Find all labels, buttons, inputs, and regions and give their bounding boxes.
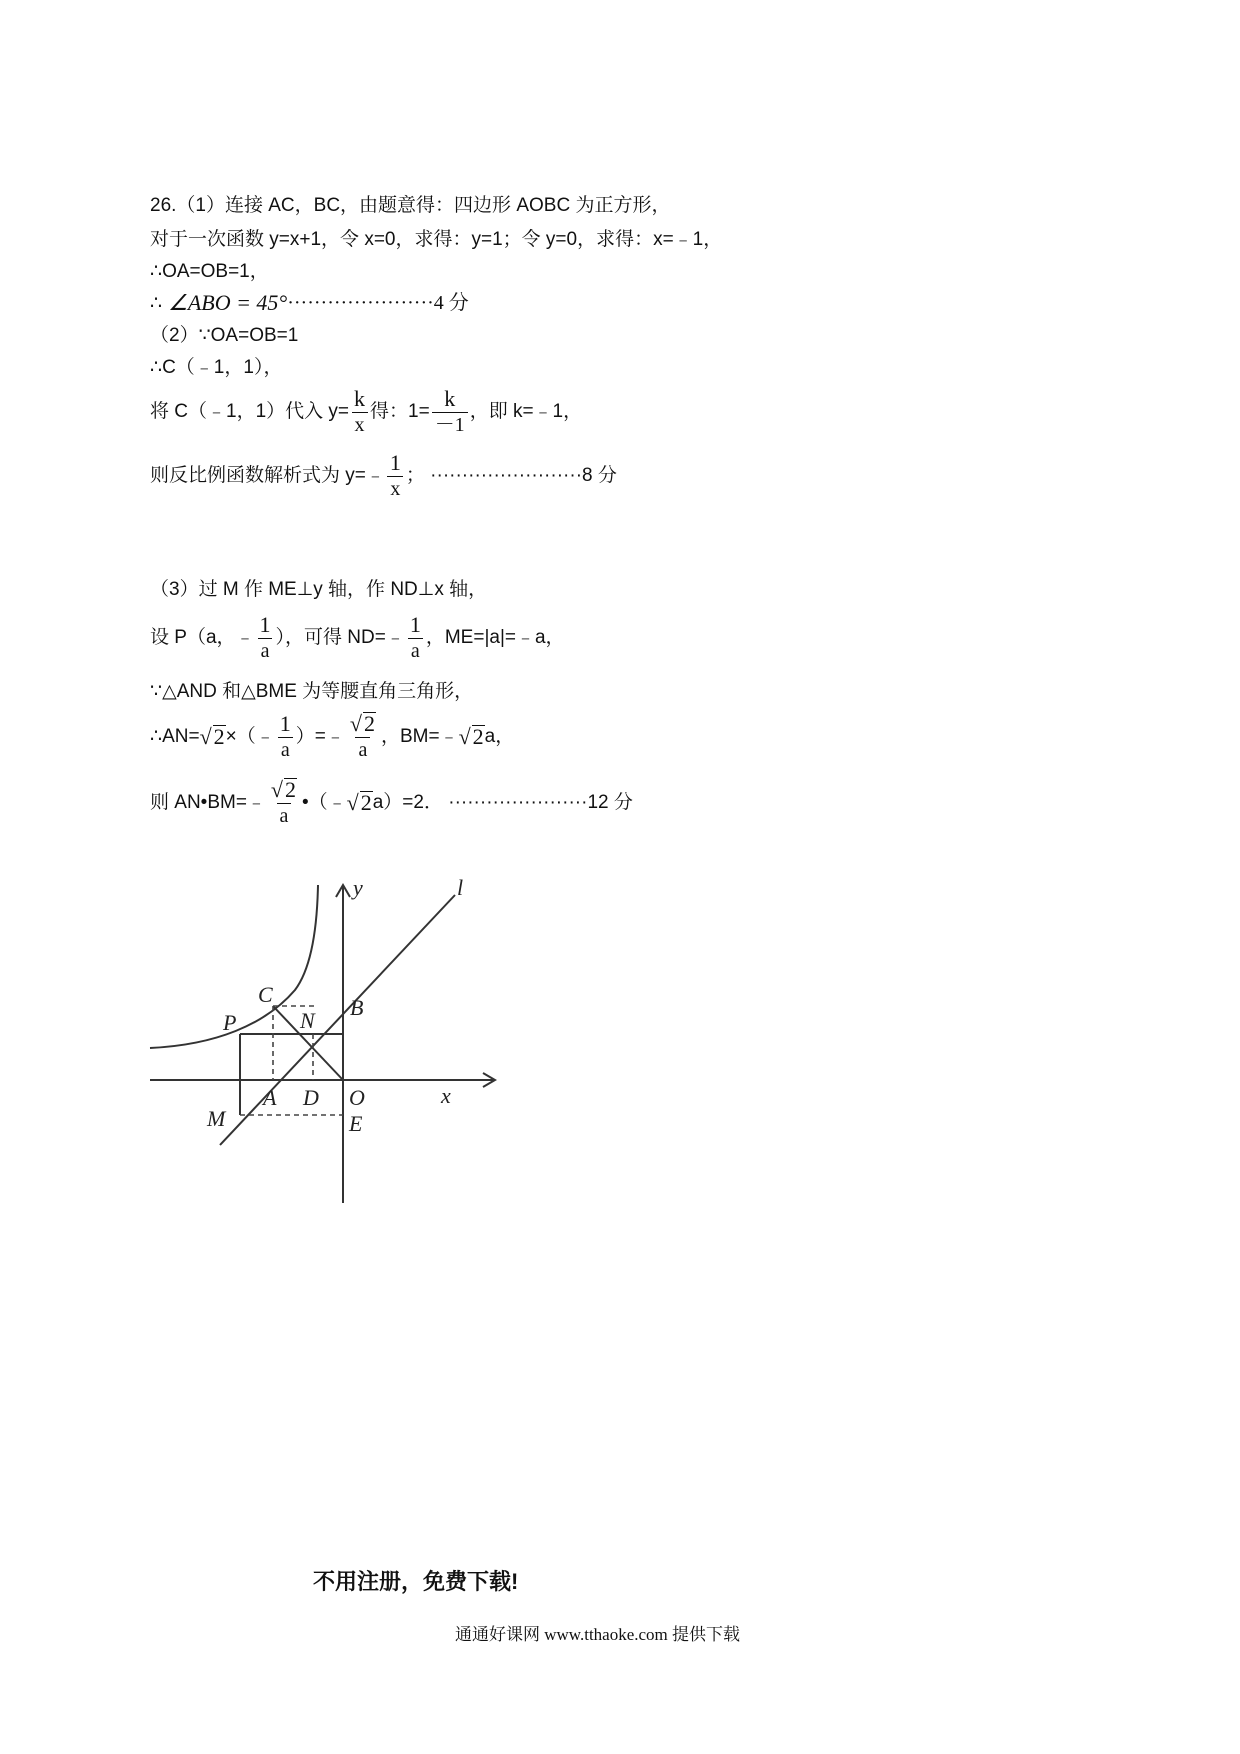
radical-sign: √ bbox=[458, 723, 471, 749]
fraction-sqrt2-over-a bbox=[347, 712, 379, 760]
text-line-13 bbox=[150, 778, 633, 826]
label-m: M bbox=[207, 1106, 226, 1131]
line-text: ∴OA=OB=1， bbox=[150, 261, 269, 282]
label-p: P bbox=[223, 1010, 237, 1035]
sqrt-two bbox=[200, 725, 226, 748]
coordinate-figure bbox=[145, 875, 525, 1215]
line-text: ∵△AND 和△BME 为等腰直角三角形， bbox=[150, 681, 474, 702]
line-text: a）=2． ······················12 分 bbox=[372, 791, 633, 813]
label-b: B bbox=[350, 995, 364, 1020]
text-line-2 bbox=[150, 230, 722, 249]
fraction-one-over-a bbox=[277, 710, 294, 761]
line-text: ∴C（﹣1，1）， bbox=[150, 357, 283, 378]
radicand: 2 bbox=[363, 711, 375, 736]
radical-sign: √ bbox=[346, 789, 359, 815]
line-text: ，ME=|a|=﹣a， bbox=[425, 627, 565, 648]
fraction-k-over-minus-one bbox=[432, 388, 468, 435]
text-line-1 bbox=[150, 196, 670, 215]
fraction-one-over-x bbox=[387, 452, 404, 499]
label-e: E bbox=[349, 1111, 363, 1136]
line-text: 得：1= bbox=[370, 401, 430, 422]
denominator: a bbox=[258, 638, 273, 661]
line-text: ∴AN= bbox=[150, 725, 200, 747]
denominator: x bbox=[352, 412, 368, 435]
radical-sign: √ bbox=[270, 777, 283, 802]
line-text: 则反比例函数解析式为 y=﹣ bbox=[150, 465, 385, 486]
numerator: k bbox=[444, 386, 456, 411]
numerator bbox=[347, 712, 379, 737]
radicand: 2 bbox=[360, 789, 372, 815]
label-y: y bbox=[353, 875, 363, 900]
label-x: x bbox=[441, 1083, 451, 1108]
label-a: A bbox=[263, 1085, 277, 1110]
text-line-6 bbox=[150, 358, 282, 377]
line-text: 则 AN•BM=﹣ bbox=[150, 791, 266, 813]
footer-text: 通通好课网 www.tthaoke.com 提供下载 bbox=[455, 1625, 741, 1644]
numerator: k bbox=[354, 386, 366, 411]
fraction-sqrt2-over-a bbox=[268, 778, 300, 826]
line-text: ，BM=﹣ bbox=[380, 725, 459, 747]
line-text: ； ························8 分 bbox=[405, 465, 617, 486]
therefore-symbol: ∴ bbox=[150, 292, 163, 314]
text-line-7 bbox=[150, 388, 582, 435]
angle-expression: ∠ABO = 45° bbox=[168, 290, 288, 315]
denominator: a bbox=[277, 803, 292, 826]
label-d: D bbox=[303, 1085, 319, 1110]
fraction-k-over-x bbox=[351, 388, 368, 435]
line-text: 设 P（a，﹣ bbox=[150, 627, 255, 648]
numerator: 1 bbox=[409, 612, 421, 637]
text-line-12 bbox=[150, 712, 514, 760]
text-line-11 bbox=[150, 682, 473, 701]
radicand: 2 bbox=[285, 777, 296, 802]
line-text: （2）∵OA=OB=1 bbox=[150, 325, 299, 346]
denominator: －1 bbox=[432, 412, 468, 435]
denominator: a bbox=[355, 737, 370, 760]
label-l: l bbox=[457, 875, 464, 900]
sqrt-two bbox=[347, 791, 373, 814]
score-marker: ······················4 分 bbox=[287, 292, 469, 314]
promo-text: 不用注册，免费下载! bbox=[313, 1569, 519, 1594]
text-line-3 bbox=[150, 262, 269, 281]
sqrt-two bbox=[459, 725, 485, 748]
text-line-10 bbox=[150, 614, 565, 661]
denominator: a bbox=[408, 638, 423, 661]
label-o: O bbox=[349, 1085, 365, 1110]
denominator: x bbox=[387, 476, 403, 499]
line-text: 将 C（﹣1，1）代入 y= bbox=[150, 401, 350, 422]
numerator: 1 bbox=[389, 450, 401, 475]
radical-sign: √ bbox=[199, 723, 212, 749]
line-text: ×（﹣ bbox=[225, 725, 275, 747]
radicand: 2 bbox=[472, 723, 484, 749]
label-c: C bbox=[258, 982, 273, 1007]
text-line-9 bbox=[150, 580, 487, 599]
line-text: 26.（1）连接 AC，BC，由题意得：四边形 AOBC 为正方形， bbox=[150, 195, 671, 216]
line-text: ，即 k=﹣1， bbox=[469, 401, 583, 422]
label-n: N bbox=[300, 1008, 315, 1033]
line-text: ），可得 ND=﹣ bbox=[275, 627, 405, 648]
line-text: （3）过 M 作 ME⊥y 轴，作 ND⊥x 轴， bbox=[150, 579, 488, 600]
line-text: a， bbox=[484, 725, 515, 747]
fraction-one-over-a bbox=[257, 614, 274, 661]
fraction-one-over-a bbox=[407, 614, 424, 661]
line-text: •（﹣ bbox=[302, 791, 347, 813]
line-l bbox=[220, 895, 455, 1145]
numerator bbox=[268, 778, 300, 803]
numerator: 1 bbox=[259, 612, 271, 637]
line-text: 对于一次函数 y=x+1，令 x=0，求得：y=1；令 y=0，求得：x=﹣1， bbox=[150, 229, 723, 250]
radical-sign: √ bbox=[349, 711, 362, 736]
denominator: a bbox=[278, 737, 293, 760]
numerator: 1 bbox=[279, 710, 291, 736]
text-line-8 bbox=[150, 452, 617, 499]
radicand: 2 bbox=[213, 723, 225, 749]
line-text: ）=﹣ bbox=[295, 725, 345, 747]
text-line-5 bbox=[150, 326, 298, 345]
text-line-4 bbox=[150, 292, 469, 314]
